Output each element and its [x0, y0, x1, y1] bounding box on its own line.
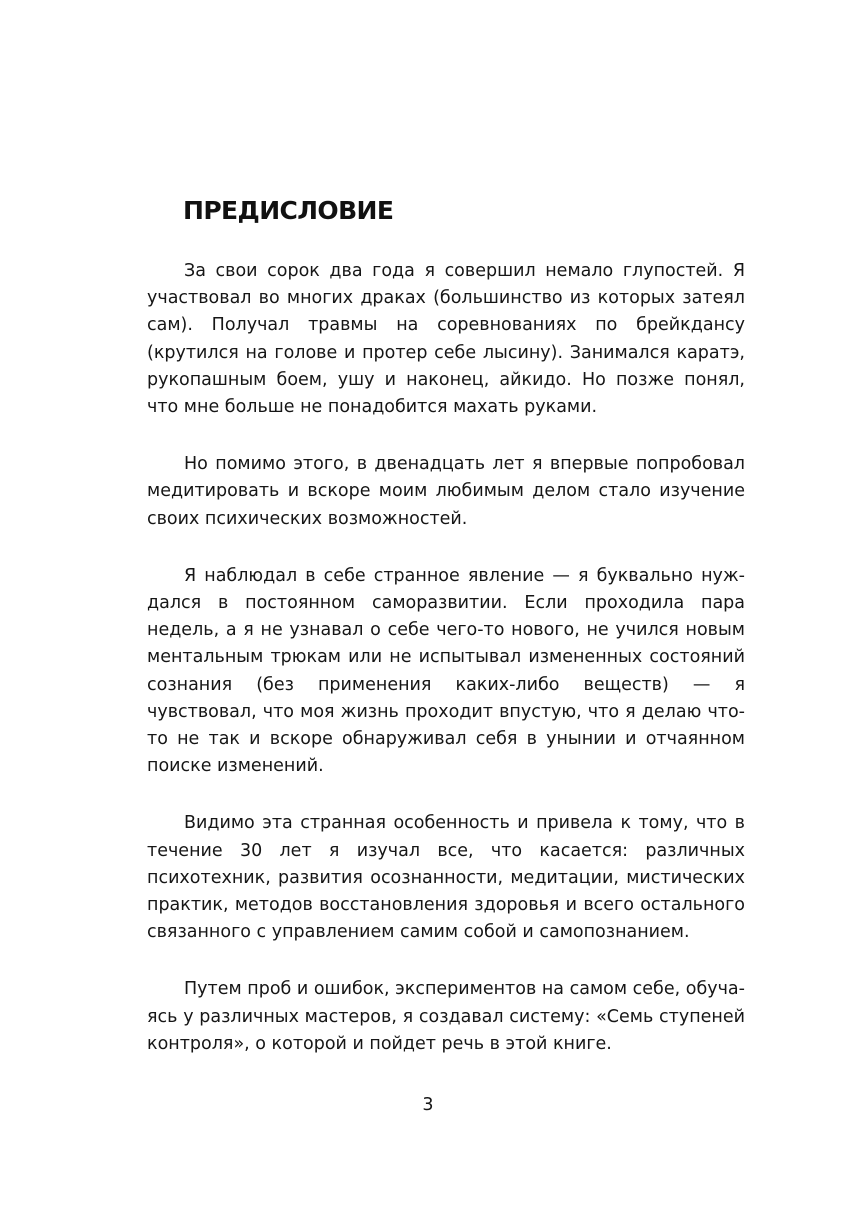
- paragraph-1: За свои сорок два года я совершил немало глупостей. Я участвовал во многих драках (большинство из которых затеял сам). Получал травмы на соревнованиях по брейкдансу (крутился на голове и протер себе лысину). Занимался каратэ, рукопашным боем, ушу и наконец, айкидо. Но позже понял, что мне больше не понадобится махать руками.: [147, 261, 745, 418]
- paragraph-4: Видимо эта странная особенность и привела к тому, что в течение 30 лет я изучал все, что касается: различных психотехник, развития осознанности, медитации, мистических практик, методов восстановления здоровья и всего остального связанного с управлением самим собой и самопознанием.: [147, 813, 745, 943]
- page-content: [147, 190, 745, 1088]
- paragraph-2: Но помимо этого, в двенадцать лет я впервые попробовал медитировать и вскоре моим любимым делом стало изучение своих психических возможностей.: [147, 454, 745, 529]
- paragraph-5: Путем проб и ошибок, экспериментов на самом себе, обучаясь у различных мастеров, я создавал систему: «Семь ступеней контроля», о которой и пойдет речь в этой книге.: [147, 979, 745, 1054]
- paragraph-3: Я наблюдал в себе странное явление — я буквально нуждался в постоянном саморазвитии. Если проходила пара недель, а я не узнавал о себе чего-то нового, не учился новым ментальным трюкам или не испытывал измененных состояний сознания (без применения каких-либо веществ) — я чувствовал, что моя жизнь проходит впустую, что я делаю что-то не так и вскоре обнаруживал себя в унынии и отчаянном поиске изменений.: [147, 565, 745, 777]
- page-number: 3: [422, 1095, 434, 1115]
- chapter-title: ПРЕДИСЛОВИЕ: [183, 196, 394, 225]
